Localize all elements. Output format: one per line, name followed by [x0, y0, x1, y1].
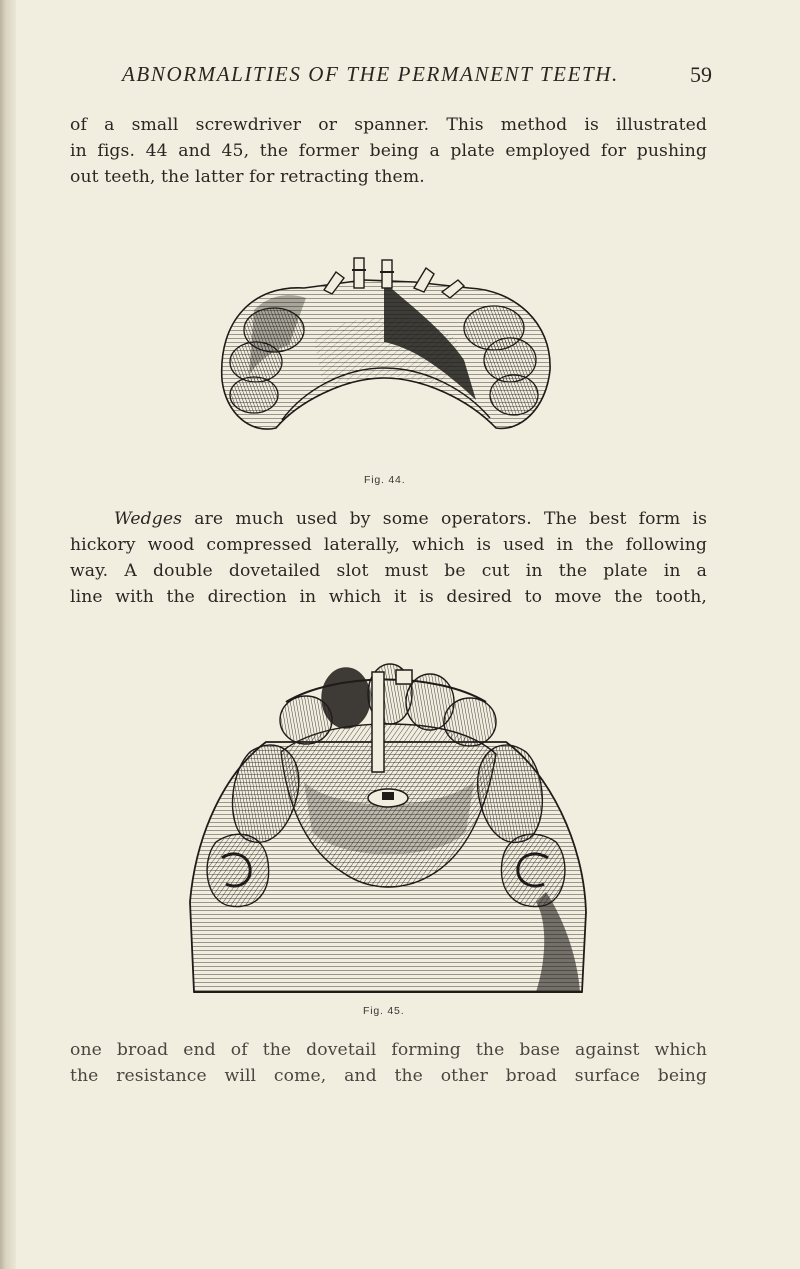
- paragraph-2: [70, 506, 707, 610]
- figure-44-illustration: [214, 250, 554, 440]
- text-line: way. A double dovetailed slot must be cut in the plate in a: [70, 561, 707, 581]
- tooth-right-back: [490, 375, 538, 415]
- figure-45-illustration: [186, 662, 590, 998]
- paragraph-3: [70, 1037, 707, 1089]
- book-spine-shadow: [0, 0, 16, 1269]
- running-title: ABNORMALITIES OF THE PERMANENT TEETH.: [122, 62, 619, 86]
- figure-45-caption: Fig. 45.: [363, 1005, 405, 1017]
- text-line: line with the direction in which it is desired to move the tooth,: [70, 587, 707, 607]
- text-line: [70, 506, 707, 532]
- page-number: 59: [690, 62, 712, 87]
- text-line: hickory wood compressed laterally, which is used in the following: [70, 535, 707, 555]
- paragraph-1: [70, 112, 707, 190]
- text-line: of a small screwdriver or spanner. This method is illustrated: [70, 115, 707, 135]
- page-header: [122, 62, 712, 92]
- figure-44-caption: Fig. 44.: [364, 474, 406, 486]
- text-line: the resistance will come, and the other broad surface being: [70, 1066, 707, 1086]
- text-line: one broad end of the dovetail forming the base against which: [70, 1040, 707, 1060]
- text-line: in figs. 44 and 45, the former being a plate employed for pushing: [70, 141, 707, 161]
- text-line: out teeth, the latter for retracting them.: [70, 167, 425, 187]
- italic-term: Wedges: [114, 509, 183, 529]
- tooth-left-back: [230, 377, 278, 413]
- text-line-rest: are much used by some operators. The best form is: [182, 509, 707, 529]
